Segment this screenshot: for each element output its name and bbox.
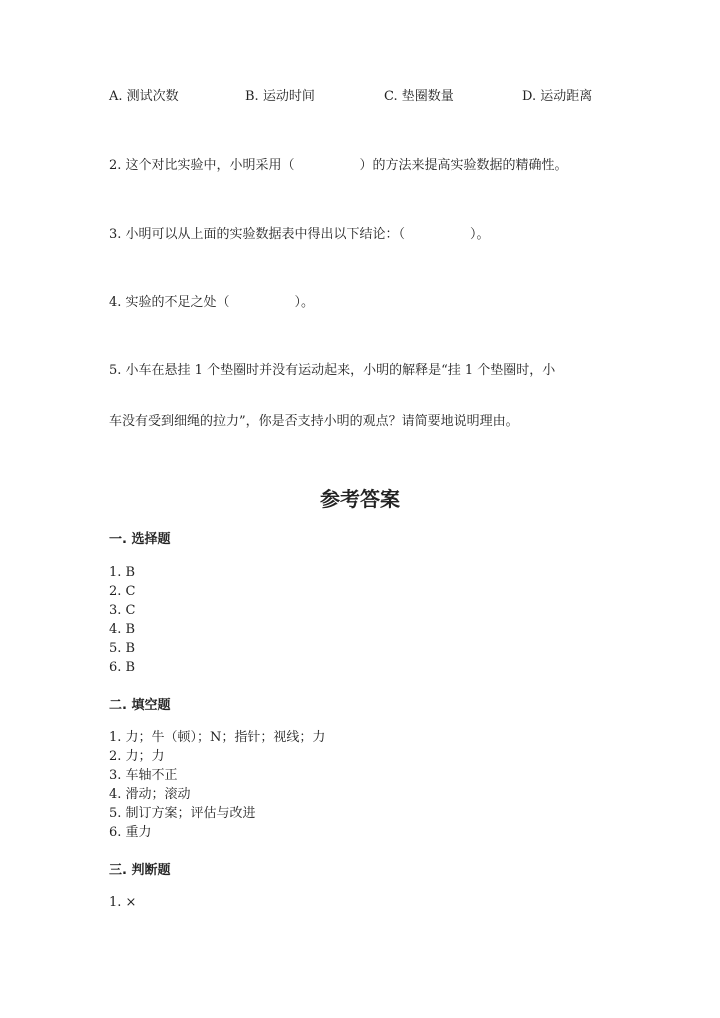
section-judge-list [109, 893, 136, 912]
option-b: B. 运动时间 [245, 89, 315, 104]
list-item: 3. C [109, 603, 136, 618]
question-5-line-2: 车没有受到细绳的拉力”，你是否支持小明的观点？请简要地说明理由。 [109, 414, 519, 429]
option-c: C. 垫圈数量 [384, 89, 454, 104]
list-item: 1. × [109, 895, 137, 910]
list-item: 6. B [109, 660, 136, 675]
section-fill-heading: 二. 填空题 [109, 698, 171, 713]
answers-title: 参考答案 [320, 487, 400, 511]
list-item: 2. 力；力 [109, 749, 165, 764]
section-choice-list [109, 563, 135, 677]
list-item: 5. 制订方案；评估与改进 [109, 806, 256, 821]
list-item: 1. 力；牛（顿）；N；指针；视线；力 [109, 730, 326, 745]
option-a: A. 测试次数 [109, 89, 179, 104]
list-item: 2. C [109, 584, 136, 599]
option-d: D. 运动距离 [522, 89, 593, 104]
list-item: 4. 滑动；滚动 [109, 787, 191, 802]
question-2: 2. 这个对比实验中，小明采用（ ）的方法来提高实验数据的精确性。 [109, 158, 568, 173]
list-item: 4. B [109, 622, 136, 637]
section-choice-heading: 一. 选择题 [109, 532, 171, 547]
question-3: 3. 小明可以从上面的实验数据表中得出以下结论：（ ）。 [109, 227, 490, 242]
list-item: 3. 车轴不正 [109, 768, 178, 783]
list-item: 6. 重力 [109, 825, 152, 840]
section-fill-list [109, 728, 325, 842]
question-5-line-1: 5. 小车在悬挂 1 个垫圈时并没有运动起来，小明的解释是“挂 1 个垫圈时，小 [109, 363, 556, 378]
list-item: 1. B [109, 565, 136, 580]
list-item: 5. B [109, 641, 136, 656]
section-judge-heading: 三. 判断题 [109, 863, 171, 878]
question-4: 4. 实验的不足之处（ ）。 [109, 295, 315, 310]
